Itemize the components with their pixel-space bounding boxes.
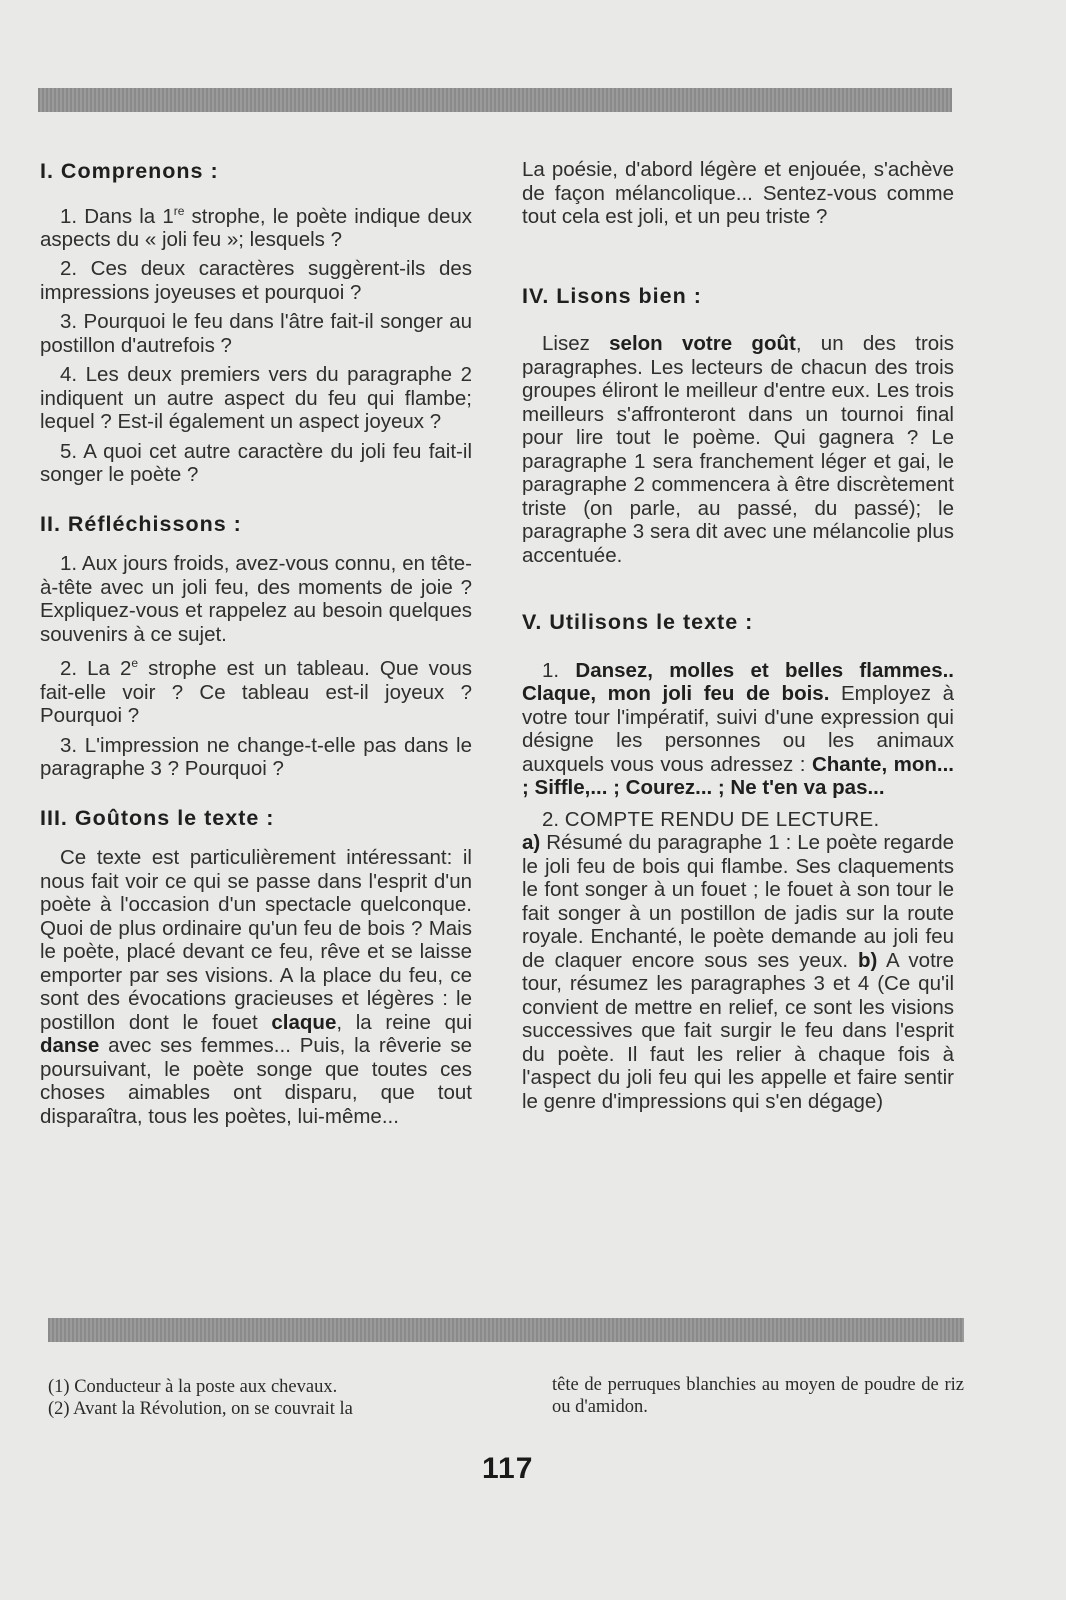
section-goutons <box>40 807 472 1129</box>
part-a-label: a) <box>522 831 541 854</box>
question-5: 5. A quoi cet autre caractère du joli feu fait-il songer le poète ? <box>40 439 472 487</box>
emphasis-danse: danse <box>40 1034 100 1058</box>
exercise-number: 1. <box>542 658 576 682</box>
footnote-marker: (1) <box>48 1377 70 1397</box>
top-header-bar <box>38 88 952 112</box>
exercise-1 <box>522 659 954 800</box>
section-title-lisons: IV. Lisons bien : <box>522 283 702 308</box>
paragraph-text: avec ses femmes... Puis, la rêverie se poursuivant, le poète songe que toutes ces choses aimables ont disparu, que tout disparaîtra, tous les poètes, lui-même... <box>40 1034 472 1128</box>
footnote-text: Conducteur à la poste aux chevaux. <box>69 1377 338 1397</box>
exercise-number: 2. <box>542 807 565 831</box>
question-4: 4. Les deux premiers vers du paragraphe 2 indiquent un autre aspect du feu qui flambe; lequel ? Est-il également un aspect joyeux ? <box>40 363 472 434</box>
exercise-1-quote: Dansez, molles et belles flammes.. Claque, mon joli feu de bois. <box>522 658 955 705</box>
paragraph-text: Lisez <box>542 332 610 355</box>
exercise-2-title: COMPTE RENDU DE LECTURE. <box>564 807 880 831</box>
ordinal-superscript: re <box>173 203 185 218</box>
section-lisons <box>522 285 954 568</box>
section-title-goutons: III. Goûtons le texte : <box>40 805 275 830</box>
footnote-marker: (2) <box>48 1399 70 1419</box>
goutons-paragraph-continued: La poésie, d'abord légère et enjouée, s'achève de façon mélancolique... Sentez-vous comme tout cela est joli, et un peu triste ? <box>522 158 954 228</box>
exercise-1-examples: Chante, mon... ; Siffle,... ; Courez... ; Ne t'en va pas... <box>522 752 954 799</box>
footnote-1 <box>48 1376 488 1398</box>
part-b-label: b) <box>857 948 878 972</box>
goutons-paragraph <box>40 846 472 1128</box>
paragraph-text: , un des trois paragraphes. Les lecteurs de chacun des trois groupes éliront le meilleur d'entre eux. Les trois meilleurs s'affronteront dans un tournoi final pour lire tout le poème. Qui gagnera ? Le paragraphe 1 sera franchement léger et gai, le paragraphe 2 commencera à être discrètement triste (on parle, au passé, du passé); le paragraphe 3 sera dit avec une mélancolie plus accentuée. <box>522 332 954 567</box>
page-number: 117 <box>482 1452 534 1485</box>
question-1-text-end: strophe, le poète indique deux aspects du « joli feu »; lesquels ? <box>40 204 472 251</box>
question-1: 1. Aux jours froids, avez-vous connu, en tête-à-tête avec un joli feu, des moments de joie ? Expliquez-vous et rappelez au besoin quelques souvenirs à ce sujet. <box>40 552 472 646</box>
question-3: 3. Pourquoi le feu dans l'âtre fait-il songer au postillon d'autrefois ? <box>40 310 472 357</box>
exercise-2 <box>522 808 954 1114</box>
right-column <box>522 158 954 1135</box>
ordinal-superscript: e <box>131 656 139 671</box>
footnote-2 <box>48 1398 488 1420</box>
question-2: 2. Ces deux caractères suggèrent-ils des impressions joyeuses et pourquoi ? <box>40 257 472 304</box>
exercise-1-text: Employez à votre tour l'impératif, suivi d'une expression qui désigne les personnes ou les animaux auxquels vous vous adressez : <box>522 682 954 776</box>
bottom-separator-bar <box>48 1318 964 1342</box>
section-title-utilisons: V. Utilisons le texte : <box>522 610 754 634</box>
section-title-reflechissons: II. Réfléchissons : <box>40 511 242 536</box>
paragraph-text: Ce texte est particulièrement intéressant: il nous fait voir ce qui se passe dans l'esprit d'un poète à l'occasion d'un spectacle quelconque. Quoi de plus ordinaire qu'un feu de bois ? Mais le poète, placé devant ce feu, rêve et se laisse emporter par ses visions. A la place du feu, ce sont des évocations gracieuses et légères : le postillon dont le fouet <box>40 846 472 1034</box>
emphasis-claque: claque <box>271 1010 337 1034</box>
section-comprenons <box>40 160 472 487</box>
lisons-paragraph <box>522 332 954 567</box>
section-utilisons <box>522 611 954 1113</box>
footnote-2-continued: tête de perruques blanchies au moyen de poudre de riz ou d'amidon. <box>552 1375 964 1417</box>
question-1 <box>40 200 472 252</box>
emphasis-selon-votre-gout: selon votre goût <box>609 332 796 355</box>
paragraph-text: , la reine qui <box>336 1010 472 1034</box>
question-3: 3. L'impression ne change-t-elle pas dans le paragraphe 3 ? Pourquoi ? <box>40 733 472 781</box>
question-2 <box>40 652 472 727</box>
left-column <box>40 160 472 1150</box>
question-2-text: 2. La 2 <box>60 657 132 681</box>
footnotes-left <box>48 1376 488 1420</box>
question-1-text: 1. Dans la 1 <box>60 204 174 228</box>
part-a-text: Résumé du paragraphe 1 : Le poète regarde le joli feu de bois qui flambe. Ses claquements le font songer à un fouet ; le fouet à son tour le fait songer à un postillon de jadis sur la route royale. Enchanté, le poète demande au joli feu de claquer encore sous ses yeux. <box>522 831 954 972</box>
question-2-text-end: strophe est un tableau. Que vous fait-elle voir ? Ce tableau est-il joyeux ? Pourquoi ? <box>40 657 472 728</box>
footnote-text: Avant la Révolution, on se couvrait la <box>69 1399 353 1419</box>
section-title-comprenons: I. Comprenons : <box>40 159 219 183</box>
part-b-text: A votre tour, résumez les paragraphes 3 et 4 (Ce qu'il convient de mettre en relief, ce sont les visions successives que fait surgir le feu dans l'esprit du poète. Il faut les relier à chaque fois à l'aspect du joli feu qui les appelle et faire sentir le genre d'impressions qui s'en dégage) <box>522 948 954 1113</box>
section-reflechissons <box>40 513 472 781</box>
